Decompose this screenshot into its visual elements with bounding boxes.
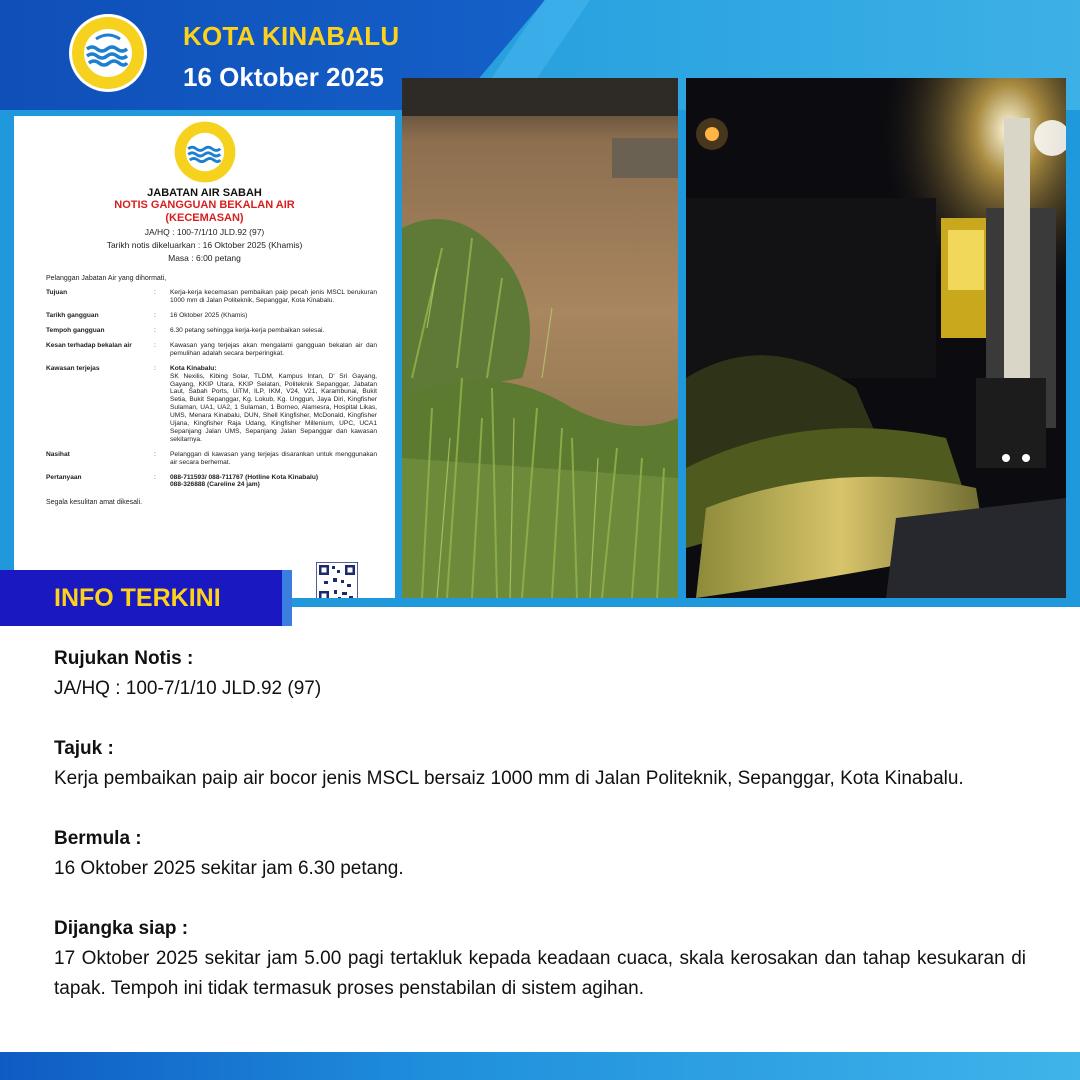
notice-org: JABATAN AIR SABAH <box>147 187 262 199</box>
section-topic-title: Tajuk : <box>54 738 114 759</box>
section-eta-title: Dijangka siap : <box>54 918 189 939</box>
header-date: 16 Oktober 2025 <box>183 62 384 92</box>
notice-row-area: Kawasan terjejas : Kota Kinabalu: SK Nexilis, Kibing Solar, TLDM, Kampus Intan, D' Sri Gayang, Gayang, KKIP Utara, KKIP Selatan, Politeknik Sepanggar, Jabatan Laut, Sabah Ports, UiTM, ILP, IKM, V24, V21, Karambunai, Bukit Setia, Bukit Sepanggar, Kg. Lokub, Kg. Unggun, Jaya Diri, Kingfisher Sulaman, UA1, UA2, 1 Sulaman, 1 Borneo, Alamesra, Hospital Likas, UMS, Menara Kinabalu, DUN, Shell Kingfisher, McDonald, Kingfisher Ujana, Kingfisher Raja Udang, Kingfisher Millenium, UPC, UCA1 Sepanjang Jalan UMS, Sepanjang Jalan Sepanggar dan kawasan sekitarnya. <box>46 364 377 443</box>
section-reference <box>54 644 1026 704</box>
qr-code-icon <box>316 562 358 598</box>
footer-bar <box>0 1052 1080 1080</box>
notice-row: Tujuan : Kerja-kerja kecemasan pembaikan paip pecah jenis MSCL berukuran 1000 mm di Jalan Politeknik, Sepanggar, Kota Kinabalu. <box>46 289 377 305</box>
notice-area-value: SK Nexilis, Kibing Solar, TLDM, Kampus Intan, D' Sri Gayang, Gayang, KKIP Utara, KKIP Selatan, Politeknik Sepanggar, Jabatan Laut, Sabah Ports, UiTM, ILP, IKM, V24, V21, Karambunai, Bukit Setia, Bukit Sepanggar, Kg. Lokub, Kg. Unggun, Jaya Diri, Kingfisher Sulaman, UA1, UA2, 1 Sulaman, 1 Borneo, Alamesra, Hospital Likas, UMS, Menara Kinabalu, DUN, Shell Kingfisher, McDonald, Kingfisher Ujana, Kingfisher Raja Udang, Kingfisher Millenium, UPC, UCA1 Sepanjang Jalan UMS, Sepanjang Jalan Sepanggar dan kawasan sekitarnya. <box>170 372 377 443</box>
notice-row-label: Tempoh gangguan <box>46 326 105 334</box>
notice-row-advice: Nasihat : Pelanggan di kawasan yang terjejas disarankan untuk menggunakan air secara berhemat. <box>46 450 377 466</box>
notice-row: Tarikh gangguan : 16 Oktober 2025 (Khamis) <box>46 312 377 320</box>
notice-row-label: Tujuan <box>46 289 68 297</box>
notice-row-value: Kawasan yang terjejas akan mengalami gangguan bekalan air dan pemulihan adalah secara berperingkat. <box>170 341 377 357</box>
notice-time: Masa : 6:00 petang <box>168 252 241 263</box>
notice-greeting: Pelanggan Jabatan Air yang dihormati, <box>46 275 167 283</box>
notice-logo <box>173 120 237 184</box>
notice-enquiry-label: Pertanyaan <box>46 473 82 481</box>
notice-document <box>14 116 395 598</box>
night-excavator-photo <box>686 78 1066 598</box>
notice-area-label: Kawasan terjejas <box>46 364 100 372</box>
notice-row-value: 16 Oktober 2025 (Khamis) <box>170 312 248 320</box>
notice-ref: JA/HQ : 100-7/1/10 JLD.92 (97) <box>144 227 265 238</box>
notice-row-label: Tarikh gangguan <box>46 312 99 320</box>
notice-title: NOTIS GANGGUAN BEKALAN AIR <box>114 199 295 211</box>
section-reference-body: JA/HQ : 100-7/1/10 JLD.92 (97) <box>54 678 322 699</box>
section-start-body: 16 Oktober 2025 sekitar jam 6.30 petang. <box>54 858 404 879</box>
section-eta <box>54 914 1026 1004</box>
header-location: KOTA KINABALU <box>183 21 400 51</box>
notice-closing: Segala kesulitan amat dikesali. <box>46 499 143 507</box>
section-topic <box>54 734 1026 794</box>
notice-row-label: Kesan terhadap bekalan air <box>46 341 132 349</box>
label-edge-accent <box>282 570 292 626</box>
notice-row-value: 6.30 petang sehingga kerja-kerja pembaikan selesai. <box>170 326 325 334</box>
site-photo-day <box>402 78 678 598</box>
notice-advice-label: Nasihat <box>46 450 70 458</box>
section-start-title: Bermula : <box>54 828 142 849</box>
section-start <box>54 824 1026 884</box>
notice-row-enquiry: Pertanyaan : 088-711593/ 088-711767 (Hotline Kota Kinabalu) 088-326888 (Careline 24 jam) <box>46 474 377 490</box>
notice-row-value: Kerja-kerja kecemasan pembaikan paip pecah jenis MSCL berukuran 1000 mm di Jalan Politeknik, Sepanggar, Kota Kinabalu. <box>170 289 377 305</box>
notice-enquiry-hotline: 088-711593/ 088-711767 (Hotline Kota Kinabalu) <box>170 473 319 481</box>
info-content <box>54 644 1026 1034</box>
grass-mud-photo <box>402 78 678 598</box>
notice-advice-value: Pelanggan di kawasan yang terjejas disarankan untuk menggunakan air secara berhemat. <box>170 450 377 466</box>
info-terkini-label: INFO TERKINI <box>0 570 290 626</box>
notice-enquiry-careline: 088-326888 (Careline 24 jam) <box>170 481 260 489</box>
notice-row: Tempoh gangguan : 6.30 petang sehingga kerja-kerja pembaikan selesai. <box>46 327 377 335</box>
notice-subtitle: (KECEMASAN) <box>165 212 244 225</box>
notice-row: Kesan terhadap bekalan air : Kawasan yang terjejas akan mengalami gangguan bekalan air dan pemulihan adalah secara berperingkat. <box>46 341 377 357</box>
jabatan-air-logo <box>68 13 148 93</box>
section-eta-body: 17 Oktober 2025 sekitar jam 5.00 pagi tertakluk kepada keadaan cuaca, skala kerosakan dan tahap kesukaran di tapak. Tempoh ini tidak termasuk proses penstabilan di sistem agihan. <box>54 948 1026 999</box>
site-photo-night <box>686 78 1066 598</box>
notice-area-heading: Kota Kinabalu: <box>170 364 217 372</box>
section-topic-body: Kerja pembaikan paip air bocor jenis MSCL bersaiz 1000 mm di Jalan Politeknik, Sepanggar, Kota Kinabalu. <box>54 768 964 789</box>
section-reference-title: Rujukan Notis : <box>54 648 194 669</box>
notice-issued: Tarikh notis dikeluarkan : 16 Oktober 2025 (Khamis) <box>106 240 303 250</box>
